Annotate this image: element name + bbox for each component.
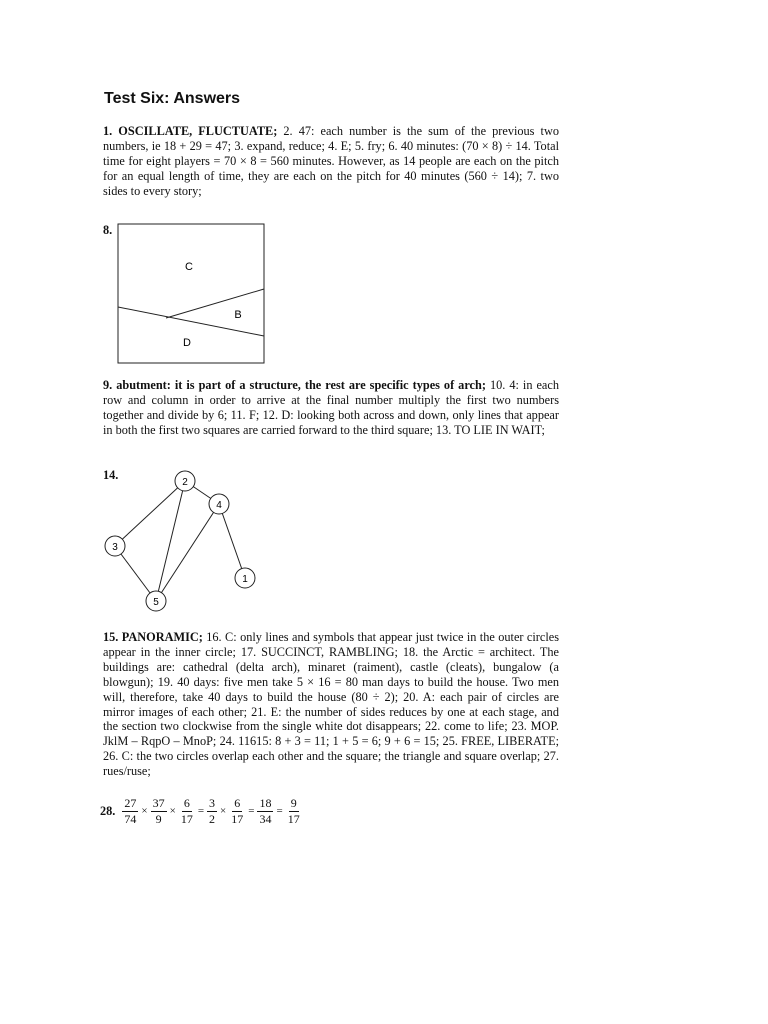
node-2 [175,471,195,491]
fraction-6-numerator: 18 [259,795,272,810]
answer-4: 4. E; [324,138,352,153]
node-3-label: 3 [112,542,118,553]
fraction-2-numerator: 37 [152,795,165,810]
fraction-7 [286,797,302,826]
answer-13: 13. TO LIE IN WAIT; [432,422,545,437]
label-c: C [185,261,193,273]
node-3 [105,536,125,556]
answer-25: 25. FREE, LIBERATE; [439,734,559,749]
answer-7: 7. two sides to every story; [103,168,559,198]
answers-15-to-27 [103,630,559,779]
answer-19: 19. 40 days: five men take 5 × 16 = 80 man days to build the house. Two men will, therefore, take 40 days to build the house (80 ÷ 2); [103,674,559,704]
answer-17: 17. SUCCINCT, RAMBLING; [235,644,398,659]
edge-2-3 [115,481,185,546]
node-5 [146,591,166,611]
label-b: B [234,309,242,321]
label-d: D [183,337,191,349]
equals-sign: = [276,805,283,817]
question-28-number: 28. [100,803,116,818]
question-8-number: 8. [103,223,113,237]
fraction-3-denominator: 17 [180,811,193,826]
fraction-5-denominator: 17 [231,811,244,826]
answer-6: 6. 40 minutes: (70 × 8) ÷ 14. Total time for eight players = 70 × 8 = 560 minutes. However, as 14 people are each on the pitch for an equal length of time, they are each on the pitch for 40 minutes (560 ÷ 14); [103,138,560,183]
answer-16: 16. C: only lines and symbols that appear just twice in the outer circles appear in the inner circle; [103,630,559,659]
fraction-6 [257,797,273,826]
node-2-label: 2 [182,477,188,488]
fraction-1 [122,797,138,826]
answer-1: 1. OSCILLATE, FLUCTUATE; [103,124,278,138]
fraction-4-denominator: 2 [209,811,216,826]
fraction-6-denominator: 34 [259,811,272,826]
diagram-line-long [118,307,264,336]
answer-21: 21. E: the number of sides reduces by one at each stage, and the section two clockwise from the single white dot disappears; [103,704,559,734]
node-4 [209,494,229,514]
answer-24: 24. 11615: 8 + 3 = 11; 1 + 5 = 6; 9 + 6 = 15; [216,734,440,749]
fraction-7-numerator: 9 [290,795,297,810]
question-28-equation [100,794,303,828]
edge-4-1 [219,504,245,578]
times-sign: × [220,805,227,817]
answer-10: 10. 4: in each row and column in order to arrive at the final number multiply the first two numbers together and divide by 6; [103,378,559,422]
fraction-1-numerator: 27 [124,795,137,810]
node-4-label: 4 [216,500,222,511]
edge-4-5 [156,504,219,601]
answer-26: 26. C: the two circles overlap each other and the square; the triangle and square overlap; [103,749,541,764]
answer-2: 2. 47: each number is the sum of the previous two numbers, ie 18 + 29 = 47; [103,124,559,153]
times-sign: × [169,805,176,817]
node-5-label: 5 [153,597,159,608]
answer-11: 11. F; [227,407,260,422]
answer-22: 22. come to life; [421,719,508,734]
diagram-line-top [166,289,264,318]
fraction-4 [207,797,217,826]
answer-9: 9. abutment: it is part of a structure, the rest are specific types of arch; [103,378,486,392]
node-1-label: 1 [242,574,248,585]
answer-15: 15. PANORAMIC; [103,630,203,644]
node-1 [235,568,255,588]
diagram-square [118,224,264,363]
fraction-5-numerator: 6 [234,795,241,810]
question-8-diagram [110,218,274,370]
answer-23: 23. MOP. JklM – RqpO – MnoP; [103,719,559,749]
fraction-7-denominator: 17 [287,811,300,826]
answer-18: 18. the Arctic = architect. The buildings are: cathedral (delta arch), minaret (raiment), castle (cleats), bungalow (a blowgun); [103,644,559,689]
question-14-graph [96,464,276,616]
page-title: Test Six: Answers [104,90,241,107]
answer-3: 3. expand, reduce; [231,138,325,153]
answer-5: 5. fry; [351,138,386,153]
fraction-5 [229,797,245,826]
answers-1-to-7 [103,124,559,199]
fraction-1-denominator: 74 [124,811,137,826]
fraction-2-denominator: 9 [155,811,162,826]
fraction-2 [151,797,167,826]
equals-sign: = [248,805,255,817]
fraction-3-numerator: 6 [183,795,190,810]
fraction-3 [179,797,195,826]
question-14-number: 14. [103,468,119,482]
fraction-4-numerator: 3 [209,795,216,810]
answer-27: 27. rues/ruse; [103,749,559,779]
answer-20: 20. A: each pair of circles are mirror images of each other; [103,689,559,719]
times-sign: × [141,805,148,817]
answer-12: 12. D: looking both across and down, only lines that appear in both the first two squares are carried forward to the third square; [103,407,559,437]
answers-9-to-13 [103,378,559,438]
edge-2-5 [156,481,185,601]
equals-sign: = [197,805,205,817]
